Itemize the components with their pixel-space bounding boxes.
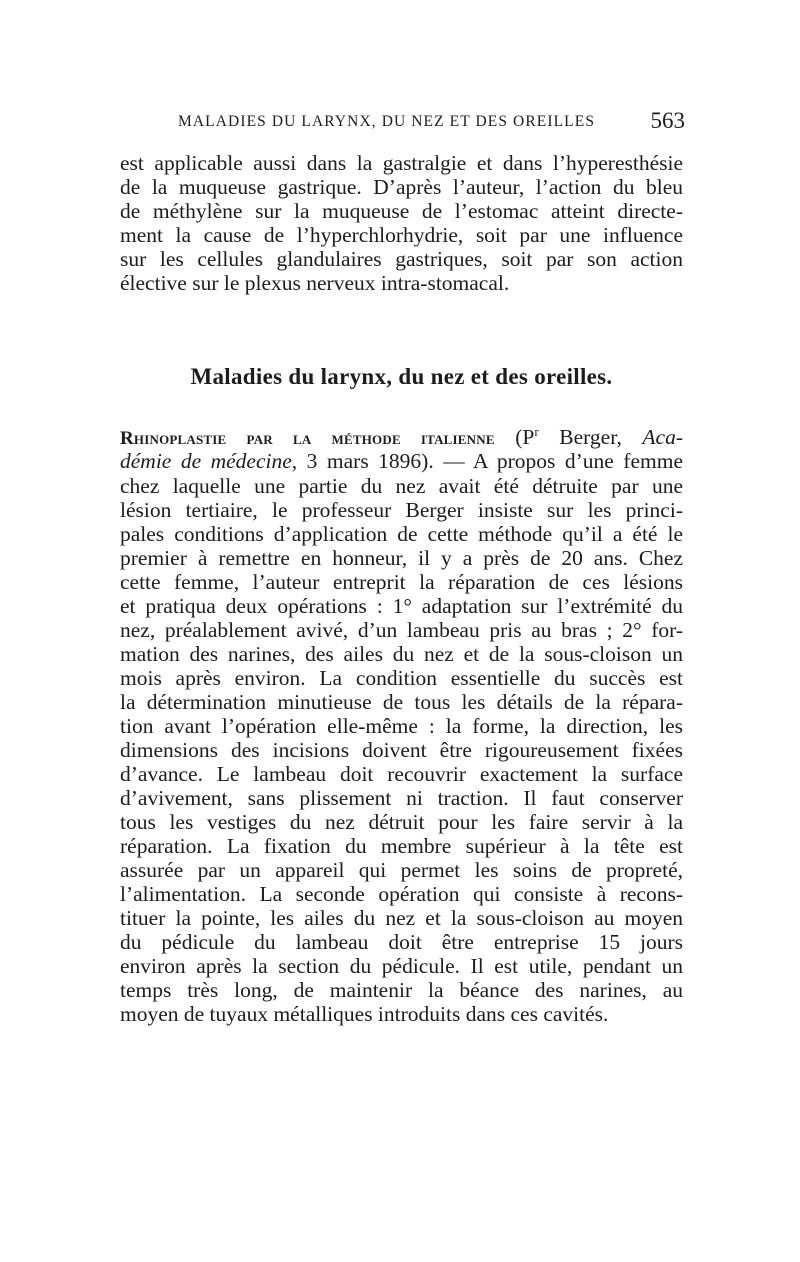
ref-open: (P xyxy=(515,425,535,449)
article-line: pales conditions d’application de cette méthode qu’il a été le xyxy=(120,522,683,546)
article-line: dimensions des incisions doivent être rigoureusement fixées xyxy=(120,738,683,762)
article-line: mation des narines, des ailes du nez et de la sous-cloison un xyxy=(120,642,683,666)
article-line: environ après la section du pédicule. Il est utile, pendant un xyxy=(120,954,683,978)
article-line: la détermination minutieuse de tous les détails de la répara- xyxy=(120,690,683,714)
article-line: temps très long, de maintenir la béance des narines, au xyxy=(120,978,683,1002)
article-line: tous les vestiges du nez détruit pour les faire servir à la xyxy=(120,810,683,834)
ref-sup: r xyxy=(534,423,539,439)
article-line: cette femme, l’auteur entreprit la réparation de ces lésions xyxy=(120,570,683,594)
section-heading: Maladies du larynx, du nez et des oreilles. xyxy=(190,364,613,389)
journal-part1: Aca- xyxy=(642,425,683,449)
intro-line: est applicable aussi dans la gastralgie et dans l’hyperesthésie xyxy=(120,151,683,175)
date-rest: , 3 mars 1896). — A propos d’une femme xyxy=(291,449,683,473)
running-head xyxy=(120,108,685,138)
ref-author: Berger, xyxy=(538,425,643,449)
article-line: réparation. La fixation du membre supérieur à la tête est xyxy=(120,834,683,858)
article-line: chez laquelle une partie du nez avait été détruite par une xyxy=(120,474,683,498)
article-line: lésion tertiaire, le professeur Berger insiste sur les princi- xyxy=(120,498,683,522)
journal-part2: démie de médecine xyxy=(120,449,292,473)
intro-line: ment la cause de l’hyperchlorhydrie, soit par une influence xyxy=(120,223,683,247)
running-head-title: MALADIES DU LARYNX, DU NEZ ET DES OREILLES xyxy=(178,113,596,130)
article-line: moyen de tuyaux métalliques introduits dans ces cavités. xyxy=(120,1002,609,1026)
article-line: tituer la pointe, les ailes du nez et la sous-cloison au moyen xyxy=(120,906,683,930)
intro-line: élective sur le plexus nerveux intra-stomacal. xyxy=(120,271,510,295)
article-line: l’alimentation. La seconde opération qui consiste à recons- xyxy=(120,882,683,906)
article-line: tion avant l’opération elle-même : la forme, la direction, les xyxy=(120,714,683,738)
article-line: du pédicule du lambeau doit être entreprise 15 jours xyxy=(120,930,683,954)
article-line: premier à remettre en honneur, il y a près de 20 ans. Chez xyxy=(120,546,683,570)
article-line: d’avance. Le lambeau doit recouvrir exactement la surface xyxy=(120,762,683,786)
article-line: mois après environ. La condition essentielle du succès est xyxy=(120,666,683,690)
article-line: et pratiqua deux opérations : 1° adaptation sur l’extrémité du xyxy=(120,594,683,618)
article-line: assurée par un appareil qui permet les soins de propreté, xyxy=(120,858,683,882)
intro-line: sur les cellules glandulaires gastriques, soit par son action xyxy=(120,247,683,271)
article-title: Rhinoplastie par la méthode italienne xyxy=(120,428,495,449)
intro-line: de la muqueuse gastrique. D’après l’auteur, l’action du bleu xyxy=(120,175,683,199)
intro-line: de méthylène sur la muqueuse de l’estomac atteint directe- xyxy=(120,199,683,223)
article-line: nez, préalablement avivé, d’un lambeau pris au bras ; 2° for- xyxy=(120,618,683,642)
article-line: d’avivement, sans plissement ni traction. Il faut conserver xyxy=(120,786,683,810)
page-number: 563 xyxy=(650,108,685,133)
